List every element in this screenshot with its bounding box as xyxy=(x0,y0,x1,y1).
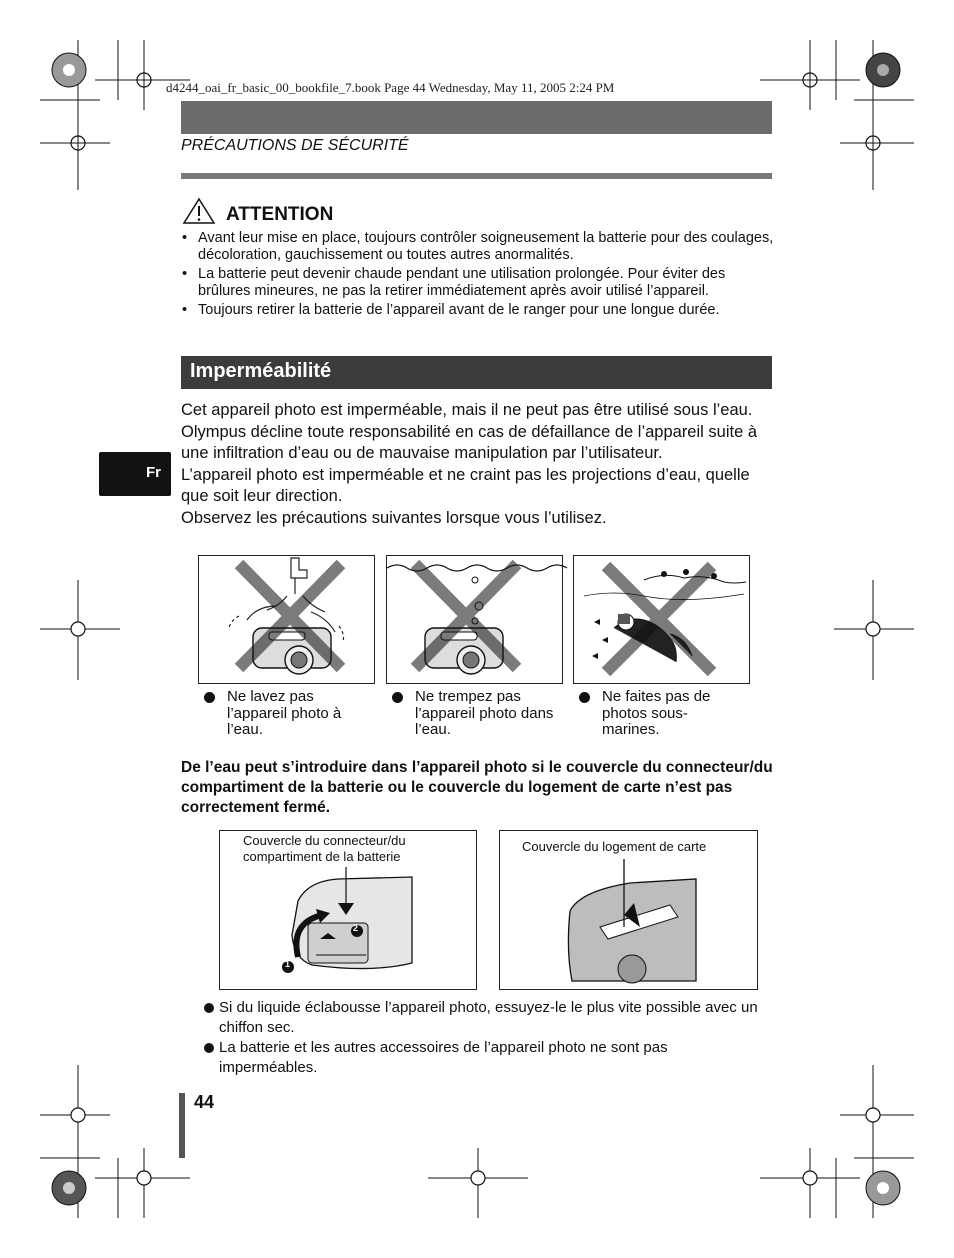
diver-with-camera-image xyxy=(574,556,749,683)
final-precautions-list xyxy=(204,998,764,1078)
step-1-label: 1 xyxy=(285,959,291,969)
illustration-no-underwater xyxy=(573,555,750,684)
bullet-dot-icon xyxy=(392,692,403,703)
final-item: Si du liquide éclabousse l’appareil photo, essuyez-le le plus vite possible avec un chiffon sec. xyxy=(204,998,764,1037)
attention-item: • Toujours retirer la batterie de l’appareil avant de le ranger pour une longue durée. xyxy=(181,302,776,319)
attention-title: ATTENTION xyxy=(226,204,334,225)
step-2-label: 2 xyxy=(353,923,359,933)
caption-no-washing xyxy=(204,689,374,741)
diagram-card-cover xyxy=(499,830,758,990)
header-bar xyxy=(181,101,772,134)
caption-no-underwater xyxy=(579,689,754,741)
warning-icon xyxy=(183,198,215,224)
attention-item: • Avant leur mise en place, toujours contrôler soigneusement la batterie pour des coulages, décoloration, gauchissement ou toutes autres anormalités. xyxy=(181,230,776,264)
diagram-label: Couvercle du logement de carte xyxy=(522,839,707,854)
intro-paragraph: Observez les précautions suivantes lorsque vous l’utilisez. xyxy=(181,508,607,527)
page-number-bar xyxy=(179,1093,185,1158)
diagram-label: Couvercle du connecteur/du compartiment de la batterie xyxy=(243,833,406,864)
illustration-no-submerging xyxy=(386,555,563,684)
camera-in-water-image xyxy=(387,556,562,683)
attention-item: • La batterie peut devenir chaude pendant une utilisation prolongée. Pour éviter des brûlures mineures, ne pas la retirer immédiatement après avoir utilisé l’appareil. xyxy=(181,266,776,300)
caption-text: Ne trempez pas l’appareil photo dans l’eau. xyxy=(415,688,554,738)
bullet-dot-icon xyxy=(579,692,590,703)
bullet-dot-icon xyxy=(204,692,215,703)
caption-text: Ne lavez pas l’appareil photo à l’eau. xyxy=(227,688,342,738)
caption-text: Ne faites pas de photos sous-marines. xyxy=(602,688,711,738)
caption-no-submerging xyxy=(392,689,567,741)
warning-paragraph: De l’eau peut s’introduire dans l’appareil photo si le couvercle du connecteur/du compartiment de la batterie ou le couvercle du logement de carte n’est pas correctement fermé. xyxy=(181,759,773,816)
diagram-battery-cover xyxy=(219,830,477,990)
intro-text xyxy=(181,400,781,530)
camera-under-tap-image xyxy=(199,556,374,683)
attention-list xyxy=(181,230,776,321)
header-divider xyxy=(181,173,772,179)
section-title: Imperméabilité xyxy=(190,360,332,382)
battery-cover-image xyxy=(220,831,476,989)
intro-paragraph: L’appareil photo est imperméable et ne craint pas les projections d’eau, quelle que soit leur direction. xyxy=(181,465,750,506)
card-cover-image xyxy=(500,831,757,989)
illustration-no-washing xyxy=(198,555,375,684)
book-info-line: d4244_oai_fr_basic_00_bookfile_7.book Page 44 Wednesday, May 11, 2005 2:24 PM xyxy=(166,80,615,95)
page-number: 44 xyxy=(194,1092,215,1112)
language-tab-label: Fr xyxy=(146,464,161,481)
intro-paragraph: Cet appareil photo est imperméable, mais il ne peut pas être utilisé sous l’eau. Olympus décline toute responsabilité en cas de défaillance de l’appareil suite à une infiltration d’eau ou de mauvaise manipulation par l’utilisateur. xyxy=(181,401,758,463)
final-item: La batterie et les autres accessoires de l’appareil photo ne sont pas imperméables. xyxy=(204,1038,764,1077)
section-header-label: PRÉCAUTIONS DE SÉCURITÉ xyxy=(181,137,409,154)
